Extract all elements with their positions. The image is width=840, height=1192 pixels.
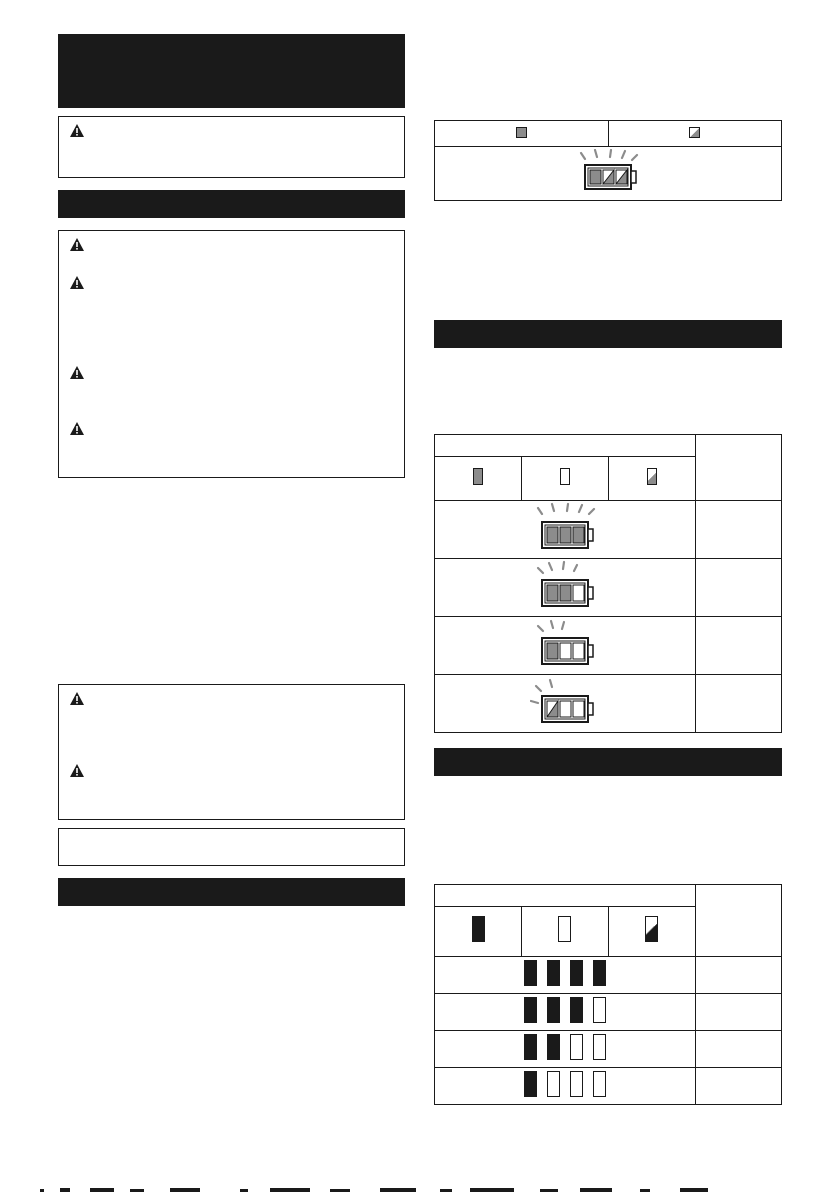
legend-lit-cell	[435, 907, 522, 957]
legend-lit-cell	[435, 457, 522, 501]
capacity-header	[695, 435, 781, 501]
lit-lamp-icon	[547, 1034, 560, 1060]
section-heading-bar	[434, 748, 782, 776]
battery-indicator-icon	[573, 149, 643, 193]
lit-lamp-icon	[547, 997, 560, 1023]
table-row	[435, 559, 696, 617]
legend-lit-cell	[435, 121, 609, 147]
lit-lamp-icon	[570, 960, 583, 986]
lit-square-icon	[516, 127, 527, 138]
capacity-cell	[695, 994, 781, 1031]
table-row	[435, 675, 696, 733]
indicator-lamps-header	[435, 435, 696, 457]
table-row	[435, 994, 696, 1031]
notice-box	[58, 828, 405, 866]
remaining-capacity-table	[434, 434, 782, 733]
warning-triangle-icon	[69, 237, 85, 253]
section-heading-bar	[58, 878, 405, 906]
lit-lamp-icon	[547, 960, 560, 986]
page-bottom-edge	[0, 1186, 840, 1192]
lit-lamp-icon	[472, 916, 485, 942]
warning-box	[58, 684, 405, 820]
off-lamp-icon	[593, 1034, 606, 1060]
lit-lamp-icon	[524, 1071, 537, 1097]
lit-lamp-icon	[473, 468, 483, 485]
warning-triangle-icon	[69, 365, 85, 381]
warning-box	[58, 230, 405, 478]
legend-blinking-cell	[608, 907, 695, 957]
warning-triangle-icon	[69, 421, 85, 437]
warning-triangle-icon	[69, 275, 85, 291]
off-lamp-icon	[593, 1071, 606, 1097]
warning-box	[58, 116, 405, 178]
warning-triangle-icon	[69, 763, 85, 779]
warning-triangle-icon	[69, 691, 85, 707]
indicator-lamps-header	[435, 885, 696, 907]
legend-blinking-cell	[608, 121, 782, 147]
lit-lamp-icon	[570, 997, 583, 1023]
warning-triangle-icon	[69, 123, 85, 139]
capacity-cell	[695, 1031, 781, 1068]
battery-level-3-icon	[530, 560, 600, 610]
section-title-block	[58, 34, 405, 108]
off-lamp-icon	[547, 1071, 560, 1097]
capacity-cell	[695, 559, 781, 617]
legend-off-cell	[522, 907, 608, 957]
blinking-lamp-icon	[647, 468, 657, 485]
lit-lamp-icon	[524, 1034, 537, 1060]
capacity-cell	[695, 501, 781, 559]
capacity-cell	[695, 617, 781, 675]
blinking-lamp-icon	[645, 916, 658, 942]
capacity-header	[695, 885, 781, 957]
battery-level-1-blinking-icon	[530, 676, 600, 726]
battery-level-4-icon	[530, 502, 600, 552]
battery-illustration-cell	[435, 147, 782, 201]
indicator-legend-table	[434, 120, 782, 201]
section-heading-bar	[58, 190, 405, 218]
table-row	[435, 501, 696, 559]
table-row	[435, 1031, 696, 1068]
legend-off-cell	[522, 457, 608, 501]
section-heading-bar	[434, 320, 782, 348]
off-lamp-icon	[560, 468, 570, 485]
capacity-cell	[695, 957, 781, 994]
off-lamp-icon	[593, 997, 606, 1023]
table-row	[435, 1068, 696, 1105]
lamp-indicator-table	[434, 884, 782, 1105]
table-row	[435, 617, 696, 675]
battery-level-2-icon	[530, 618, 600, 668]
capacity-cell	[695, 675, 781, 733]
blinking-square-icon	[689, 127, 700, 138]
capacity-cell	[695, 1068, 781, 1105]
table-row	[435, 957, 696, 994]
off-lamp-icon	[570, 1071, 583, 1097]
lit-lamp-icon	[524, 960, 537, 986]
lit-lamp-icon	[524, 997, 537, 1023]
off-lamp-icon	[558, 916, 571, 942]
off-lamp-icon	[570, 1034, 583, 1060]
lit-lamp-icon	[593, 960, 606, 986]
legend-blinking-cell	[608, 457, 695, 501]
